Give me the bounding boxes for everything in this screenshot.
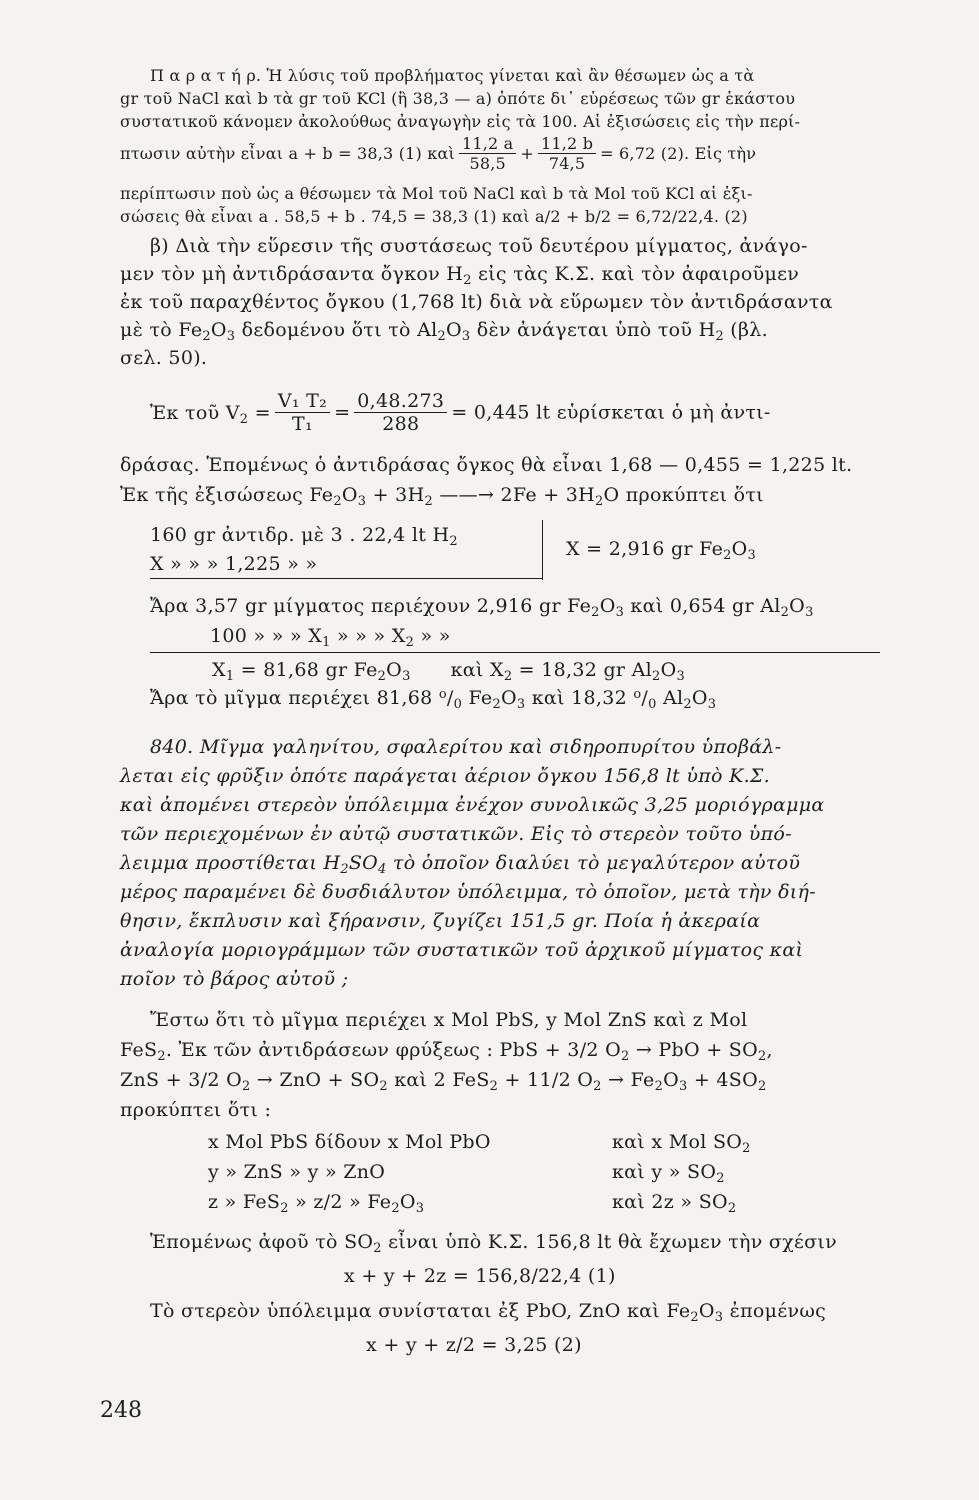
proportion1-row-1 [150, 524, 458, 549]
body-text: μεν τὸν μὴ ἀντιδράσαντα ὄγκον H [120, 263, 464, 285]
body-text: O [663, 1069, 679, 1091]
subscript: 2 [373, 1240, 382, 1256]
fraction [538, 136, 596, 172]
problem-text: ἀναλογία μοριογράμμων τῶν συστατικῶν τοῦ ἀρχικοῦ μίγματος καὶ [120, 939, 804, 961]
subscript: 2 [621, 1048, 630, 1064]
subscript: 2 [202, 328, 211, 344]
problem-line-1 [150, 738, 782, 757]
solution-line-4 [120, 1101, 271, 1120]
subscript: 3 [402, 668, 411, 684]
subscript: 2 [716, 1170, 725, 1186]
beta-line-2 [120, 263, 800, 288]
fraction-numerator: 11,2 a [459, 136, 516, 154]
body-text: = 81,68 gr Fe [234, 659, 378, 681]
beta-line-3 [120, 293, 833, 312]
subscript: 2 [503, 668, 513, 684]
body-text: 100 » » » X [210, 625, 323, 647]
body-text: Al [656, 687, 684, 709]
body-text: → PbO + SO [629, 1039, 758, 1061]
body-text: Τὸ στερεὸν ὑπόλειμμα συνίσταται ἐξ PbO, ZnO καὶ Fe [150, 1300, 691, 1322]
problem-line-9 [120, 970, 348, 989]
problem-line-4 [120, 825, 792, 844]
body-text: δράσας. Ἑπομένως ὁ ἀντιδράσας ὄγκος θὰ εἶναι 1,68 — 0,455 = 1,225 lt. [120, 454, 853, 476]
subscript: 2 [241, 1078, 251, 1094]
subscript: 2 [723, 547, 732, 563]
arrow-icon: ——→ [439, 484, 495, 506]
note-line-3 [120, 114, 800, 130]
subscript: 3 [678, 1078, 688, 1094]
solution-line-5 [150, 1231, 838, 1256]
fraction-numerator: 0,48.273 [354, 392, 447, 413]
body-text: + 4SO [687, 1069, 758, 1091]
subscript: 2 [391, 1200, 400, 1216]
problem-text: καὶ ἀπομένει στερεὸν ὑπόλειμμα ἐνέχον συνολικῶς 3,25 μοριόγραμμα [120, 794, 825, 816]
note-line-6 [120, 209, 748, 225]
solution-line-6 [150, 1300, 827, 1325]
body-text: καὶ y » SO [612, 1161, 717, 1183]
body-text: X = 2,916 gr Fe [566, 538, 724, 560]
body-text: Ἄρα τὸ μῖγμα περιέχει 81,68 [150, 687, 439, 709]
subscript: 3 [461, 328, 471, 344]
body-text: + 11/2 O [498, 1069, 594, 1091]
solution-table-row-3 [208, 1191, 425, 1216]
body-text: ἐπομένως [723, 1300, 827, 1322]
subscript: 2 [593, 1078, 602, 1094]
proportion2-row-4: Ἄρα τὸ μῖγμα περιέχει 81,68 $^o/_0$ $Fe_2O_3$ καὶ 18,32 $^o/_0$ $Al_2O_3$ [150, 687, 717, 712]
body-text: O [500, 687, 517, 709]
note-text: Π α ρ α τ ή ρ. Ἡ λύσις τοῦ προβλήματος γίνεται καὶ ἂν θέσωμεν ὡς a τὰ [150, 66, 755, 85]
solution-table-row-2 [208, 1163, 385, 1182]
problem-text: SO [348, 852, 379, 874]
note-text: σώσεις θὰ εἶναι a . 58,5 + b . 74,5 = 38,3 (1) καὶ a/2 + b/2 = 6,72/22,4. (2) [120, 207, 748, 226]
body-text: » » » X [330, 625, 406, 647]
beta-line-1 [150, 237, 808, 256]
body-text: O [660, 659, 677, 681]
body-text: O [599, 595, 616, 617]
subscript: 2 [280, 1200, 289, 1216]
body-text: → ZnO + SO [250, 1069, 380, 1091]
solution-table-row-1 [208, 1133, 491, 1152]
subscript: 2 [690, 1309, 699, 1325]
subscript: 2 [157, 1048, 166, 1064]
proportion2-row-1 [150, 595, 814, 620]
body-text: z » FeS [208, 1191, 281, 1213]
body-text: προκύπτει ὅτι : [120, 1099, 272, 1121]
subscript: 3 [615, 604, 625, 620]
equals-sign: = [254, 401, 271, 424]
body-text: καὶ 2 FeS [387, 1069, 490, 1091]
subscript: 2 [437, 328, 447, 344]
subscript: 2 [340, 861, 349, 877]
subscript: 3 [415, 1200, 425, 1216]
solution-line-2 [120, 1039, 773, 1064]
fraction-denominator: 288 [382, 413, 420, 435]
problem-line-2 [120, 767, 770, 786]
fraction-numerator: V₁ T₂ [275, 392, 330, 413]
problem-text: 840. Μῖγμα γαληνίτου, σφαλερίτου καὶ σιδηροπυρίτου ὑποβάλ- [150, 736, 782, 758]
body-text: O [698, 1300, 715, 1322]
subscript: 2 [683, 696, 692, 712]
subscript: 1 [225, 668, 235, 684]
subscript: 2 [377, 668, 387, 684]
subscript: 4 [378, 861, 387, 877]
solution-table-row-2-product [612, 1161, 725, 1186]
body-text: O [789, 595, 806, 617]
problem-text: λειμμα προστίθεται H [120, 852, 341, 874]
subscript: 3 [714, 1309, 724, 1325]
fraction-denominator: 58,5 [469, 154, 506, 173]
body-text: O [341, 484, 358, 506]
body-text: = 0,445 lt εὑρίσκεται ὁ μὴ ἀντι- [451, 401, 771, 424]
fraction-numerator: 11,2 b [538, 136, 596, 154]
note-line-5 [120, 186, 753, 202]
subscript: 2 [727, 1200, 737, 1216]
fraction-denominator: 74,5 [548, 154, 586, 173]
subscript: 2 [463, 272, 472, 288]
note-line-2 [120, 91, 795, 107]
divider-line [542, 520, 543, 580]
body-text [150, 401, 271, 427]
beta-line-4 [120, 319, 768, 344]
body-text: εἰς τὰς Κ.Σ. καὶ τὸν ἀφαιροῦμεν [471, 263, 800, 285]
body-text: 160 gr ἀντιδρ. μὲ 3 . 22,4 lt H [150, 524, 450, 546]
note-line-4 [120, 136, 756, 172]
problem-text: τῶν περιεχομένων ἐν αὐτῷ συστατικῶν. Εἰς τὸ στερεὸν τοῦτο ὑπό- [120, 823, 792, 845]
problem-line-8 [120, 941, 803, 960]
body-text: O [446, 319, 462, 341]
fraction [459, 136, 516, 172]
body-text: καὶ X [450, 659, 504, 681]
note-text: = 6,72 (2). Εἰς τὴν [600, 144, 757, 163]
equation-text: x + y + 2z = 156,8/22,4 (1) [344, 1265, 616, 1287]
solution-table-row-3-product [612, 1191, 737, 1216]
note-text: συστατικοῦ κάνομεν ἀκολούθως ἀναγωγὴν εἰς τὰ 100. Αἱ ἐξισώσεις εἰς τὴν περί- [120, 112, 801, 131]
body-text: O [399, 1191, 416, 1213]
body-text: Ἑπομένως ἀφοῦ τὸ SO [150, 1231, 374, 1253]
problem-text: μέρος παραμένει δὲ δυσδιάλυτον ὑπόλειμμα, τὸ ὁποῖον, μετὰ τὴν διή- [120, 881, 816, 903]
beta-line-6 [150, 392, 771, 434]
note-text: gr τοῦ NaCl καὶ b τὰ gr τοῦ KCl (ἢ 38,3 — a) ὁπότε δι᾿ εὑρέσεως τῶν gr ἑκάστου [120, 89, 796, 108]
subscript: 3 [707, 696, 717, 712]
body-text: Ἄρα 3,57 gr μίγματος περιέχουν 2,916 gr Fe [150, 595, 592, 617]
body-text: μὲ τὸ Fe [120, 319, 203, 341]
fraction [354, 392, 447, 434]
note-text: περίπτωσιν ποὺ ὡς a θέσωμεν τὰ Mol τοῦ NaCl καὶ b τὰ Mol τοῦ KCl αἱ ἐξι- [120, 184, 753, 203]
problem-text: θησιν, ἔκπλυσιν καὶ ξήρανσιν, ζυγίζει 151,5 gr. Ποία ἡ ἀκεραία [120, 910, 761, 932]
body-text: καὶ 18,32 [525, 687, 634, 709]
subscript: 2 [715, 328, 724, 344]
body-text: O [691, 687, 708, 709]
body-text: , [766, 1039, 773, 1061]
subscript: 2 [652, 668, 661, 684]
problem-text: ποῖον τὸ βάρος αὐτοῦ ; [120, 968, 349, 990]
body-text: + 3H [366, 484, 425, 506]
equation-2 [366, 1336, 582, 1355]
subscript: 2 [591, 604, 600, 620]
body-text: ἐκ τοῦ παραχθέντος ὄγκου (1,768 lt) διὰ νὰ εὕρωμεν τὸν ἀντιδράσαντα [120, 291, 833, 313]
body-text: O [386, 659, 403, 681]
problem-text: τὸ ὁποῖον διαλύει τὸ μεγαλύτερον αὐτοῦ [386, 852, 801, 874]
problem-line-6 [120, 883, 816, 902]
subscript: 2 [780, 604, 790, 620]
body-text: X [212, 659, 226, 681]
proportion1-row-2 [150, 555, 317, 574]
solution-table-row-1-product [612, 1131, 751, 1156]
body-text: ZnS + 3/2 O [120, 1069, 242, 1091]
problem-line-5 [120, 852, 801, 877]
body-text: → Fe [601, 1069, 655, 1091]
problem-text: λεται εἰς φρῦξιν ὁπότε παράγεται ἀέριον ὄγκου 156,8 lt ὑπὸ Κ.Σ. [120, 765, 770, 787]
subscript: 2 [757, 1048, 767, 1064]
equation-text: x + y + z/2 = 3,25 (2) [366, 1334, 582, 1356]
body-text: FeS [120, 1039, 158, 1061]
proportion2-row-3 [212, 659, 685, 684]
note-text: πτωσιν αὐτὴν εἶναι a + b = 38,3 (1) καὶ [120, 144, 455, 163]
subscript: 1 [322, 634, 331, 650]
plus-sign: + [520, 144, 534, 163]
body-text: δὲν ἀνάγεται ὑπὸ τοῦ H [470, 319, 716, 341]
divider-line [150, 652, 880, 653]
body-text: X » » » 1,225 » » [150, 553, 318, 575]
body-text: » » [414, 625, 451, 647]
body-text: Ἐκ τῆς ἐξισώσεως Fe [120, 484, 334, 506]
subscript: 3 [516, 696, 526, 712]
body-text: » z/2 » Fe [288, 1191, 392, 1213]
body-text: O προκύπτει ὅτι [603, 484, 764, 506]
superscript: o [438, 687, 447, 703]
superscript: o [633, 687, 642, 703]
beta-line-7 [120, 456, 852, 475]
subscript: 2 [405, 634, 415, 650]
body-text: . Ἐκ τῶν ἀντιδράσεων φρύξεως : PbS + 3/2 O [165, 1039, 622, 1061]
subscript: 2 [489, 1078, 499, 1094]
body-text: Ἐκ τοῦ V [150, 401, 240, 424]
body-text: x Mol PbS δίδουν x Mol PbO [208, 1131, 491, 1153]
subscript: 2 [424, 493, 433, 509]
subscript: 2 [333, 493, 342, 509]
body-text: O [731, 538, 748, 560]
divider-line [150, 578, 542, 579]
subscript: 3 [805, 604, 814, 620]
note-line-1 [150, 68, 754, 84]
subscript: 2 [654, 1078, 664, 1094]
subscript: 0 [453, 696, 463, 712]
subscript: 3 [357, 493, 367, 509]
body-text: Ἔστω ὅτι τὸ μῖγμα περιέχει x Mol PbS, y Mol ZnS καὶ z Mol [150, 1009, 748, 1031]
body-text: (βλ. [723, 319, 768, 341]
body-text: δεδομένου ὅτι τὸ Al [235, 319, 438, 341]
body-text: y » ZnS » y » ZnO [208, 1161, 386, 1183]
body-text: καὶ x Mol SO [612, 1131, 743, 1153]
solution-line-3 [120, 1069, 767, 1094]
equation-1 [344, 1267, 616, 1286]
body-text: σελ. 50). [120, 347, 208, 369]
body-text: = 18,32 gr Al [512, 659, 653, 681]
beta-line-8 [120, 484, 764, 509]
body-text: καὶ 0,654 gr Al [624, 595, 781, 617]
subscript: 0 [648, 696, 657, 712]
page-number: 248 [100, 1398, 142, 1423]
fraction [275, 392, 330, 434]
subscript: 3 [226, 328, 236, 344]
subscript: 2 [492, 696, 501, 712]
proportion1-result [566, 538, 757, 563]
proportion2-row-2 [210, 625, 451, 650]
subscript: 2 [595, 493, 604, 509]
subscript: 2 [379, 1078, 388, 1094]
body-text: β) Διὰ τὴν εὕρεσιν τῆς συστάσεως τοῦ δευτέρου μίγματος, ἀνάγο- [150, 235, 808, 257]
body-text: O [210, 319, 227, 341]
subscript: 2 [757, 1078, 767, 1094]
subscript: 2 [239, 411, 249, 427]
problem-line-7 [120, 912, 760, 931]
equals-sign: = [334, 401, 351, 424]
problem-line-3 [120, 796, 825, 815]
body-text: καὶ 2z » SO [612, 1191, 728, 1213]
body-text: Fe [462, 687, 493, 709]
subscript: 2 [449, 533, 458, 549]
subscript: 3 [747, 547, 757, 563]
body-text: εἶναι ὑπὸ Κ.Σ. 156,8 lt θὰ ἔχωμεν τὴν σχέσιν [381, 1231, 838, 1253]
fraction-denominator: T₁ [292, 413, 313, 435]
subscript: 3 [676, 668, 685, 684]
subscript: 2 [742, 1140, 751, 1156]
beta-line-5 [120, 349, 207, 368]
solution-line-1 [150, 1011, 747, 1030]
body-text: 2Fe + 3H [500, 484, 596, 506]
